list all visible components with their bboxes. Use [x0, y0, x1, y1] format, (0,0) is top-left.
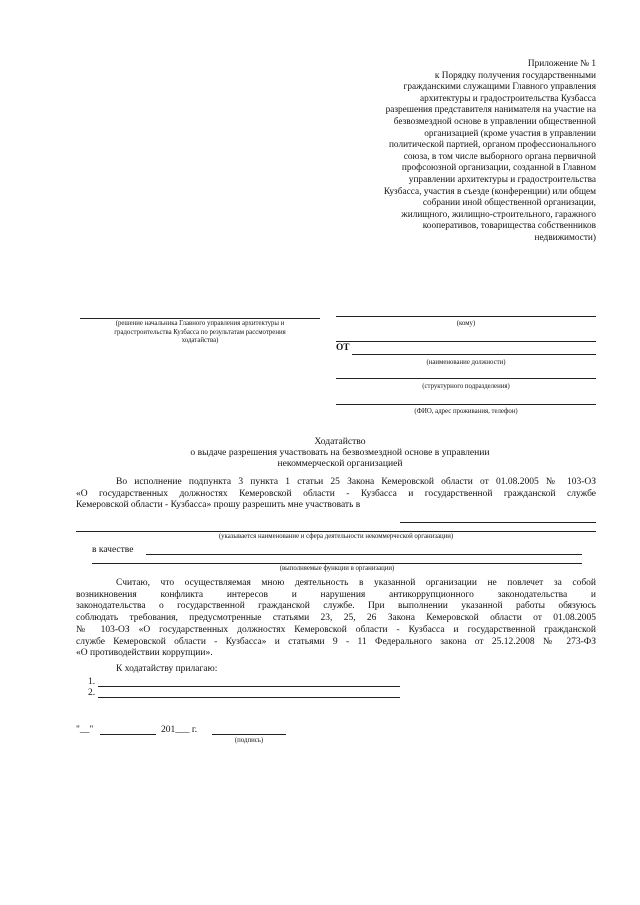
unit-caption: (структурного подразделения) [422, 383, 510, 390]
date-month-line[interactable] [100, 734, 156, 735]
date-year: 201___ г. [161, 725, 198, 735]
statement-line: законодательства о государственной гражданской службе. При выполнении указанной работы обязуюсь [76, 601, 596, 612]
signature-caption: (подпись) [234, 737, 264, 744]
intro-line: Во исполнение подпункта 3 пункта 1 статьи 25 Закона Кемеровской области от 01.08.2005 № 103-ОЗ [116, 477, 596, 487]
decision-line[interactable] [80, 318, 320, 319]
appendix-line: кооперативов, товарищества собственников [422, 221, 596, 232]
attachment-number: 2. [88, 688, 96, 698]
fio-caption: (ФИО, адрес проживания, телефон) [414, 408, 518, 415]
appendix-line: политической партией, органом профессионального [388, 140, 596, 151]
fio-line[interactable] [336, 404, 596, 405]
title-line: некоммерческой организацией [277, 458, 403, 470]
attachments-label: К ходатайству прилагаю: [116, 664, 218, 674]
capacity-line-2[interactable] [92, 563, 582, 564]
attachment-number: 1. [88, 677, 96, 687]
decision-caption [80, 320, 320, 346]
appendix-line: разрешения представителя нанимателя на участие на [385, 105, 596, 116]
statement-line: соблюдать требования, предусмотренные статьями 23, 25, 26 Закона Кемеровской области от 01.08.2005 [76, 613, 596, 624]
appendix-block [330, 59, 596, 245]
title-line: Ходатайство [314, 436, 366, 447]
appendix-line: профсоюзной организации, созданной в Главном [401, 163, 596, 174]
capacity-line[interactable] [146, 554, 582, 555]
organization-line[interactable] [400, 522, 596, 523]
appendix-line: организацией (кроме участия в управлении [424, 128, 596, 139]
organization-line-2[interactable] [76, 531, 596, 532]
attachment-line[interactable] [98, 697, 400, 698]
statement-line: «О противодействии коррупции». [76, 648, 213, 659]
signature-line[interactable] [212, 734, 286, 735]
appendix-line: гражданскими служащими Главного управления [403, 82, 596, 93]
appendix-line: к Порядку получения государственными [434, 70, 596, 81]
from-label: ОТ [336, 343, 350, 353]
position-line[interactable] [352, 354, 596, 355]
appendix-line: управлении архитектуры и градостроительства [408, 174, 596, 185]
decision-caption-line: градостроительства Кузбасса по результатам рассмотрения [114, 328, 286, 336]
capacity-label: в качестве [92, 545, 134, 555]
statement-line: возникновения конфликта интересов и нарушения антикоррупционного законодательства и [76, 589, 596, 600]
to-line-2[interactable] [336, 341, 596, 342]
statement-line: службе Кемеровской области - Кузбасса» и статьями 9 - 11 Федерального закона от 25.12.2008 № 273-ФЗ [76, 636, 596, 647]
date-day: "__" [76, 725, 94, 735]
unit-line[interactable] [336, 378, 596, 379]
position-caption: (наименование должности) [426, 359, 506, 366]
appendix-line: архитектуры и градостроительства Кузбасса [419, 93, 596, 104]
to-caption: (кому) [456, 320, 476, 327]
appendix-line: жилищного, жилищно-строительного, гаражного [401, 209, 596, 220]
appendix-line: Приложение № 1 [527, 59, 596, 69]
appendix-line: безвозмездной основе в управлении общественной [393, 116, 596, 127]
decision-caption-line: ходатайства) [181, 337, 219, 345]
appendix-line: собрании иной общественной организации, [422, 198, 596, 209]
statement-line: Считаю, что осуществляемая мною деятельность в указанной организации не повлечет за собой [116, 578, 596, 588]
attachment-line[interactable] [98, 686, 400, 687]
to-line[interactable] [336, 316, 596, 317]
intro-line: Кемеровской области - Кузбасса» прошу разрешить мне участвовать в [76, 500, 361, 511]
petition-title [80, 436, 600, 470]
appendix-line: Кузбасса, участия в съезде (конференции) или общем [383, 186, 596, 197]
intro-line: «О государственных должностях Кемеровской области - Кузбасса и государственной гражданской службе [76, 488, 596, 499]
intro-paragraph [76, 477, 596, 512]
statement-paragraph [76, 578, 596, 660]
decision-caption-line: (решение начальника Главного управления архитектуры и [115, 320, 285, 327]
statement-line: № 103-ОЗ «О государственных должностях Кемеровской области - Кузбасса и государственной гражданской [76, 624, 596, 635]
appendix-line: недвижимости) [534, 232, 596, 243]
organization-caption: (указывается наименование и сфера деятельности некоммерческой организации) [218, 533, 454, 540]
title-line: о выдаче разрешения участвовать на безвозмездной основе в управлении [190, 447, 490, 459]
function-caption: (выполняемые функции в организации) [279, 565, 395, 572]
appendix-line: союза, в том числе выборного органа первичной [403, 151, 596, 162]
